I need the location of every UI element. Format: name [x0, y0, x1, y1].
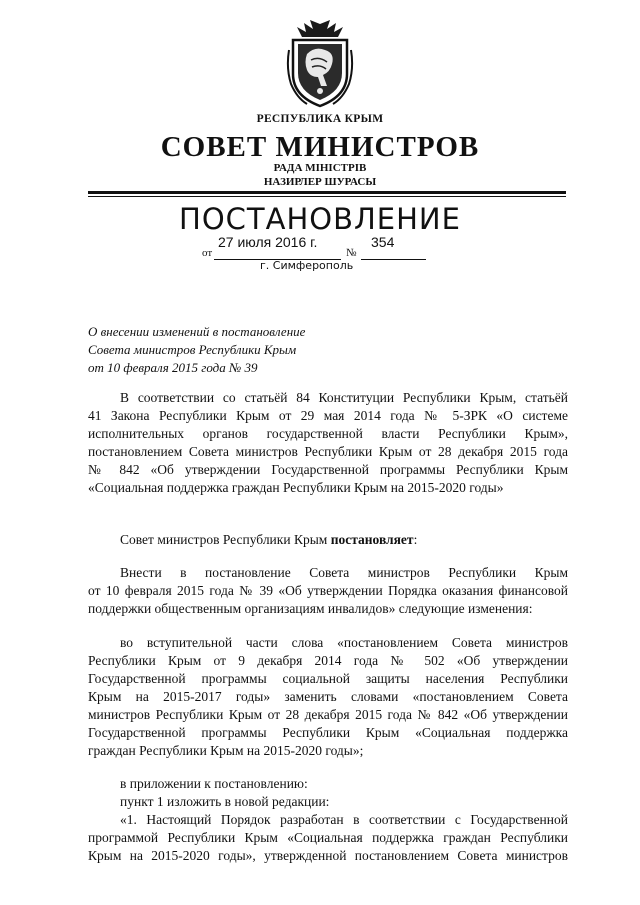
text-line: Крым на 2015-2017 годы» заменить словами «постановлением Совета [88, 689, 568, 704]
document-type: ПОСТАНОВЛЕНИЕ [179, 202, 461, 236]
text-line: 41 Закона Республики Крым от 29 мая 2014 года № 5-ЗРК «О системе [88, 408, 568, 423]
resolves-text: Совет министров Республики Крым [120, 532, 331, 547]
date-label: от [202, 247, 213, 259]
coat-of-arms-icon [285, 20, 355, 108]
annex-section [88, 775, 568, 865]
text-line: № 842 «Об утверждении Государственной программы Республики Крым [88, 462, 568, 477]
decree-number: 354 [371, 234, 395, 250]
text-line: «Социальная поддержка граждан Республики Крым на 2015-2020 годы» [88, 480, 504, 495]
header-rule-thin [88, 196, 566, 197]
subject-line: Совета министров Республики Крым [88, 342, 297, 357]
council-title-ua: РАДА МІНІСТРІВ [273, 162, 367, 174]
text-line: Внести в постановление Совета министров Республики Крым [120, 565, 568, 580]
amend-preamble-paragraph [88, 634, 568, 760]
resolves-paragraph [88, 531, 568, 549]
text-line: граждан Республики Крым на 2015-2020 годы»; [88, 743, 364, 758]
text-line: «1. Настоящий Порядок разработан в соответствии с Государственной [120, 812, 568, 827]
text-line: Республики Крым от 9 декабря 2014 года № 502 «Об утверждении [88, 653, 568, 668]
amend-intro-paragraph [88, 564, 568, 618]
city: г. Симферополь [260, 259, 354, 272]
resolves-keyword: постановляет [330, 532, 414, 547]
subject-line: от 10 февраля 2015 года № 39 [88, 360, 258, 375]
text-line: Государственной программы Республики Крым «Социальная поддержка [88, 725, 568, 740]
text-line: программой Республики Крым «Социальная поддержка граждан Республики [88, 830, 568, 845]
number-label: № [346, 247, 357, 259]
text-line: министров Республики Крым от 28 декабря 2015 года № 842 «Об утверждении [88, 707, 568, 722]
text-line: от 10 февраля 2015 года № 39 «Об утверждении Порядка оказания финансовой [88, 583, 568, 598]
text-line: во вступительной части слова «постановлением Совета министров [120, 635, 568, 650]
resolves-tail: : [413, 532, 418, 547]
annex-point: пункт 1 изложить в новой редакции: [120, 794, 330, 809]
text-line: В соответствии со статьёй 84 Конституции Республики Крым, статьёй [120, 390, 568, 405]
preamble-paragraph [88, 389, 568, 497]
text-line: исполнительных органов государственной власти Республики Крым», [88, 426, 568, 441]
text-line: Государственной программы социальной защиты населения Республики [88, 671, 568, 686]
text-line: Крым на 2015-2020 годы», утвержденной постановлением Совета министров [88, 848, 568, 863]
decree-subject [88, 323, 428, 377]
document-body [88, 389, 568, 865]
council-title-crh: НАЗИРЛЕР ШУРАСЫ [263, 176, 377, 188]
council-title: СОВЕТ МИНИСТРОВ [160, 131, 480, 163]
annex-intro: в приложении к постановлению: [120, 776, 308, 791]
number-line [361, 259, 426, 260]
republic-name: РЕСПУБЛИКА КРЫМ [256, 113, 384, 125]
decree-date: 27 июля 2016 г. [218, 234, 318, 250]
header-rule-thick [88, 191, 566, 194]
text-line: поддержки общественным организациям инвалидов» следующие изменения: [88, 601, 533, 616]
subject-line: О внесении изменений в постановление [88, 324, 306, 339]
text-line: постановлением Совета министров Республики Крым от 28 декабря 2015 года [88, 444, 568, 459]
